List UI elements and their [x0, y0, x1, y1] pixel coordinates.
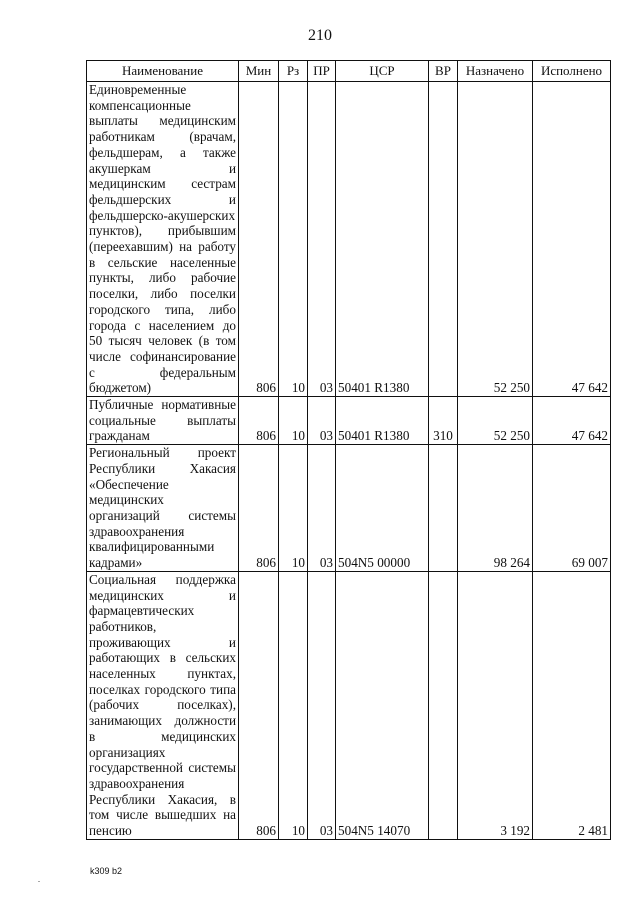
row-name: Единовременные компенсационные выплаты медицинским работникам (врачам, фельдшерам, а также акушеркам и медицинским сестрам фельдшерских и фельдшерско-акушерских пунктов), прибывшим (переехавшим) на работу в сельские населенные пункты, либо рабочие поселки, либо поселки городского типа, либо города с населением до 50 тысяч человек (в том числе софинансирование с федеральным бюджетом) — [87, 82, 239, 397]
row-executed: 47 642 — [533, 82, 611, 397]
header-min: Мин — [239, 61, 279, 82]
row-assigned: 52 250 — [458, 397, 533, 445]
header-assigned: Назначено — [458, 61, 533, 82]
row-csr: 504N5 00000 — [336, 445, 429, 572]
row-csr: 50401 R1380 — [336, 397, 429, 445]
row-rz: 10 — [279, 445, 308, 572]
row-executed: 69 007 — [533, 445, 611, 572]
row-executed: 47 642 — [533, 397, 611, 445]
row-vr — [429, 82, 458, 397]
header-name: Наименование — [87, 61, 239, 82]
header-csr: ЦСР — [336, 61, 429, 82]
row-min: 806 — [239, 445, 279, 572]
row-rz: 10 — [279, 571, 308, 839]
row-vr — [429, 571, 458, 839]
row-pr: 03 — [308, 397, 336, 445]
row-rz: 10 — [279, 397, 308, 445]
header-vr: ВР — [429, 61, 458, 82]
row-name: Социальная поддержка медицинских и фармацевтических работников, проживающих и работающих в сельских населенных пунктах, поселках городского типа (рабочих поселках), занимающих должности в медицинских организациях государственной системы здравоохранения Республики Хакасия, в том числе вышедших на пенсию — [87, 571, 239, 839]
row-assigned: 52 250 — [458, 82, 533, 397]
page-number: 210 — [308, 27, 332, 44]
row-min: 806 — [239, 82, 279, 397]
table-row — [87, 571, 611, 839]
header-pr: ПР — [308, 61, 336, 82]
footer-code: k309 b2 — [90, 866, 123, 876]
row-executed: 2 481 — [533, 571, 611, 839]
row-assigned: 3 192 — [458, 571, 533, 839]
row-min: 806 — [239, 397, 279, 445]
row-pr: 03 — [308, 571, 336, 839]
budget-table — [86, 60, 611, 840]
row-pr: 03 — [308, 82, 336, 397]
header-executed: Исполнено — [533, 61, 611, 82]
row-vr: 310 — [429, 397, 458, 445]
table-header-row — [87, 61, 611, 82]
row-pr: 03 — [308, 445, 336, 572]
row-csr: 504N5 14070 — [336, 571, 429, 839]
table-row — [87, 445, 611, 572]
row-min: 806 — [239, 571, 279, 839]
table-row — [87, 82, 611, 397]
table-row — [87, 397, 611, 445]
margin-mark: . — [38, 875, 40, 884]
row-csr: 50401 R1380 — [336, 82, 429, 397]
row-name: Публичные нормативные социальные выплаты гражданам — [87, 397, 239, 445]
row-name: Региональный проект Республики Хакасия «Обеспечение медицинских организаций системы здравоохранения квалифицированными кадрами» — [87, 445, 239, 572]
row-assigned: 98 264 — [458, 445, 533, 572]
header-rz: Рз — [279, 61, 308, 82]
row-rz: 10 — [279, 82, 308, 397]
row-vr — [429, 445, 458, 572]
